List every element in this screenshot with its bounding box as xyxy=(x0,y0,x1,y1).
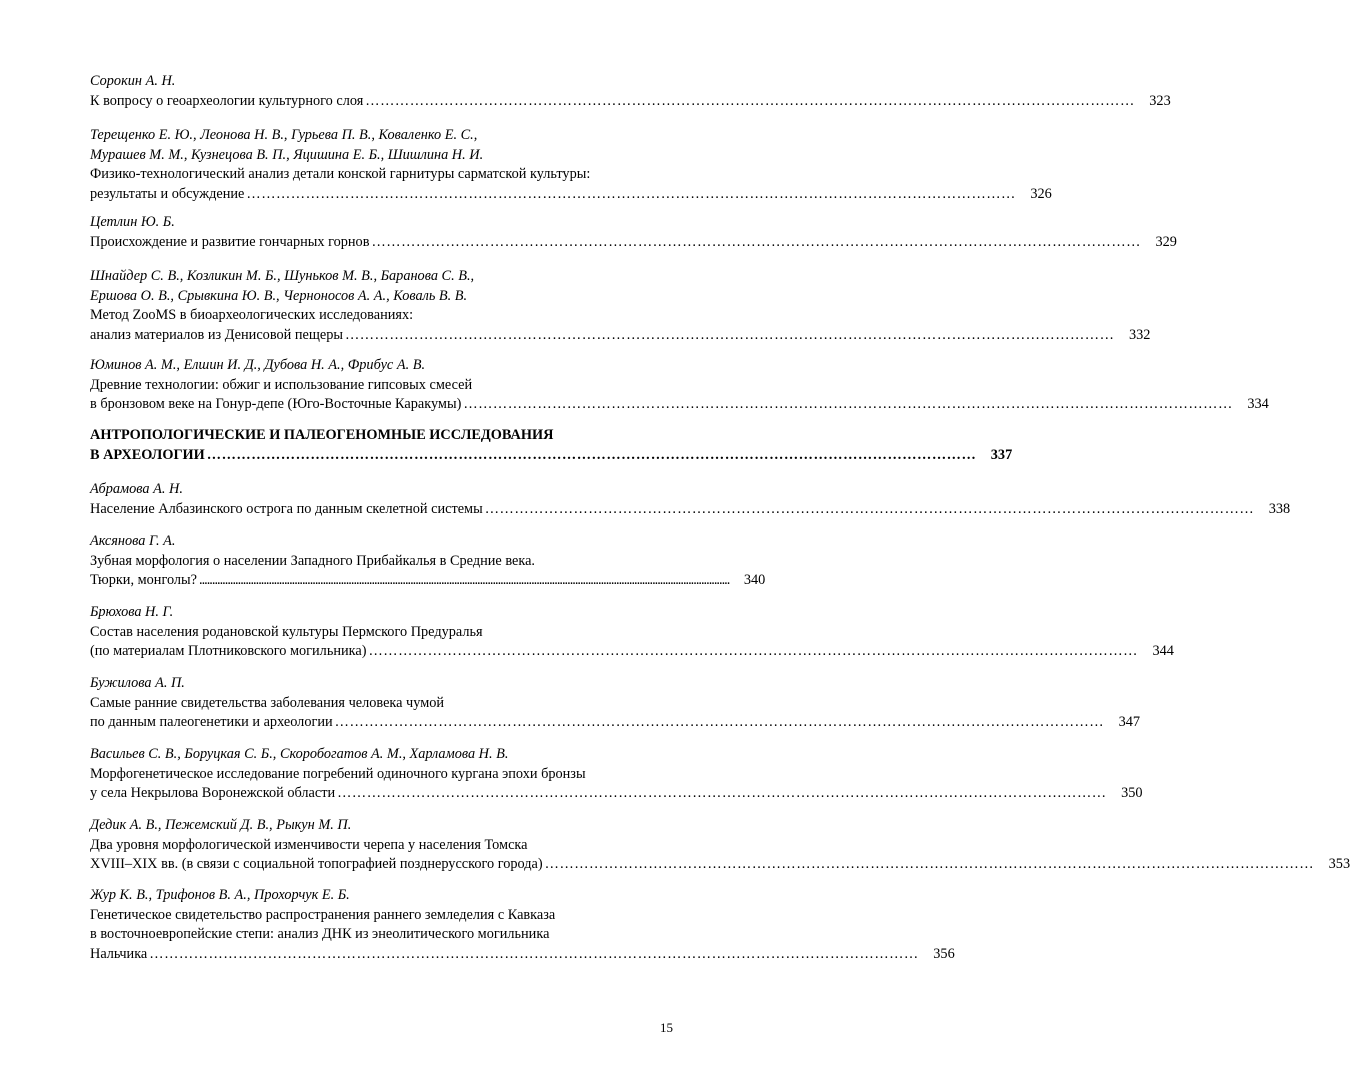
entry-title: Состав населения родановской культуры Пермского Предуралья xyxy=(90,623,483,640)
toc-entry[interactable] xyxy=(90,126,1052,204)
section-title: АНТРОПОЛОГИЧЕСКИЕ И ПАЛЕОГЕНОМНЫЕ ИССЛЕДОВАНИЯ xyxy=(90,427,554,443)
entry-authors-continued: Мурашев М. М., Кузнецова В. П., Яцишина Е. Б., Шишлина Н. И. xyxy=(90,146,484,163)
toc-entry[interactable] xyxy=(90,72,1171,111)
page-number: 332 xyxy=(1128,326,1151,343)
entry-title: XVIII–XIX вв. (в связи с социальной топографией позднерусского города) xyxy=(90,856,543,872)
page-number: 340 xyxy=(743,572,766,588)
leader-dots: ………………………………………………………………………………………………………………………………………… xyxy=(246,185,1016,202)
entry-title-line xyxy=(90,395,1269,415)
entry-title: анализ материалов из Денисовой пещеры xyxy=(90,326,343,343)
toc-entry[interactable] xyxy=(90,480,1291,519)
toc-entry[interactable] xyxy=(90,745,1143,804)
entry-title: Морфогенетическое исследование погребений одиночного кургана эпохи бронзы xyxy=(90,765,586,782)
toc-entry[interactable] xyxy=(90,267,1151,345)
entry-title: Нальчика xyxy=(90,945,148,962)
entry-authors: Жур К. В., Трифонов В. А., Прохорчук Е. Б. xyxy=(90,887,350,903)
folio-page-number: 15 xyxy=(660,1020,673,1035)
toc-entry[interactable] xyxy=(90,213,1177,252)
section-title-line xyxy=(90,446,1013,466)
toc-entry[interactable] xyxy=(90,886,955,964)
entry-title-line xyxy=(90,642,1174,662)
leader-dots: ………………………………………………………………………………………………………………………………………… xyxy=(334,714,1105,730)
entry-authors: Васильев С. В., Боруцкая С. Б., Скоробогатов А. М., Харламова Н. В. xyxy=(90,746,509,762)
leader-dots: ………………………………………………………………………………………………………………………………………… xyxy=(337,785,1107,801)
leader-dots: ………………………………………………………………………………………………………………………………………… xyxy=(368,643,1138,659)
entry-title: Самые ранние свидетельства заболевания человека чумой xyxy=(90,694,445,711)
entry-title: Физико-технологический анализ детали конской гарнитуры сарматской культуры: xyxy=(90,166,591,182)
toc-entry[interactable] xyxy=(90,674,1141,733)
entry-authors: Абрамова А. Н. xyxy=(90,481,183,497)
entry-title: по данным палеогенетики и археологии xyxy=(90,714,333,730)
page-number: 344 xyxy=(1152,643,1174,659)
leader-dots: ………………………………………………………………………………………………………………………………………… xyxy=(463,396,1233,412)
entry-title-line xyxy=(90,233,1177,253)
page-number: 353 xyxy=(1328,856,1350,872)
page-number: 356 xyxy=(933,945,955,962)
leader-dots: ………………………………………………………………………………………………………………………………………… xyxy=(365,92,1135,109)
entry-authors: Брюхова Н. Г. xyxy=(90,604,174,620)
toc-entry[interactable] xyxy=(90,356,1269,415)
entry-authors: Сорокин А. Н. xyxy=(90,73,176,89)
entry-title: в бронзовом веке на Гонур-депе (Юго-Восточные Каракумы) xyxy=(90,396,462,412)
entry-authors: Бужилова А. П. xyxy=(90,675,185,691)
page-number: 338 xyxy=(1268,500,1291,517)
entry-title: Генетическое свидетельство распространения раннего земледелия с Кавказа xyxy=(90,906,556,923)
leader-dots: ………………………………………………………………………………………………………………………………………… xyxy=(371,233,1141,250)
toc-entry[interactable] xyxy=(90,603,1174,662)
entry-title-line xyxy=(90,945,955,965)
entry-title: К вопросу о геоархеологии культурного слоя xyxy=(90,92,364,109)
entry-title: Два уровня морфологической изменчивости черепа у населения Томска xyxy=(90,836,528,853)
entry-authors: Аксянова Г. А. xyxy=(90,533,176,549)
entry-authors: Терещенко Е. Ю., Леонова Н. В., Гурьева П. В., Коваленко Е. С., xyxy=(90,127,478,143)
entry-title-line xyxy=(90,92,1171,112)
entry-title: Происхождение и развитие гончарных горнов xyxy=(90,233,370,250)
page-number: 326 xyxy=(1030,185,1052,202)
page-number: 350 xyxy=(1121,785,1143,801)
entry-authors: Юминов А. М., Елшин И. Д., Дубова Н. А., Фрибус А. В. xyxy=(90,357,426,373)
entry-title: результаты и обсуждение xyxy=(90,185,245,202)
entry-title-line xyxy=(90,571,766,591)
entry-title-line xyxy=(90,855,1350,875)
section-heading[interactable] xyxy=(90,426,1013,465)
section-title-continued: В АРХЕОЛОГИИ xyxy=(90,446,205,463)
entry-title: Зубная морфология о населении Западного Прибайкалья в Средние века. xyxy=(90,552,535,569)
entry-title-line xyxy=(90,500,1291,520)
leader-dots: ………………………………………………………………………………………………………………………………………… xyxy=(544,856,1315,872)
entry-title: Тюрки, монголы? xyxy=(90,572,197,588)
entry-title: (по материалам Плотниковского могильника) xyxy=(90,643,367,659)
entry-title: Метод ZooMS в биоархеологических исследованиях: xyxy=(90,307,414,323)
page-number: 323 xyxy=(1149,92,1171,109)
entry-authors: Цетлин Ю. Б. xyxy=(90,214,175,230)
page-number: 334 xyxy=(1247,396,1269,412)
toc-entry[interactable] xyxy=(90,816,1350,875)
entry-title-line xyxy=(90,326,1151,346)
entry-authors: Дедик А. В., Пежемский Д. В., Рыкун М. П. xyxy=(90,817,352,833)
entry-title-line xyxy=(90,185,1052,205)
leader-dots: ………………………………………………………………………………………………………………………………………… xyxy=(149,945,919,962)
entry-title: Древние технологии: обжиг и использование гипсовых смесей xyxy=(90,376,473,393)
page-number: 329 xyxy=(1155,233,1177,250)
entry-title-line xyxy=(90,713,1141,733)
entry-title: Население Албазинского острога по данным скелетной системы xyxy=(90,500,483,517)
toc-entry[interactable] xyxy=(90,532,766,591)
entry-authors-continued: Ершова О. В., Срывкина Ю. В., Черноносов А. А., Коваль В. В. xyxy=(90,287,468,304)
entry-title-line xyxy=(90,784,1143,804)
entry-title: в восточноевропейские степи: анализ ДНК из энеолитического могильника xyxy=(90,926,550,942)
leader-dots: ………………………………………………………………………………………………………………………………………… xyxy=(206,446,977,463)
page-number: 347 xyxy=(1118,714,1141,730)
entry-title: у села Некрылова Воронежской области xyxy=(90,785,336,801)
page-number: 337 xyxy=(990,446,1013,463)
leader-dots: ………………………………………………………………………………………………………………………………………… xyxy=(344,326,1115,343)
leader-dots: ………………………………………………………………………………………………………………………………………… xyxy=(484,500,1255,517)
leader-dots: .............................................................................................................................................................................................................. xyxy=(199,572,730,588)
entry-authors: Шнайдер С. В., Козликин М. Б., Шуньков М. В., Баранова С. В., xyxy=(90,268,475,284)
